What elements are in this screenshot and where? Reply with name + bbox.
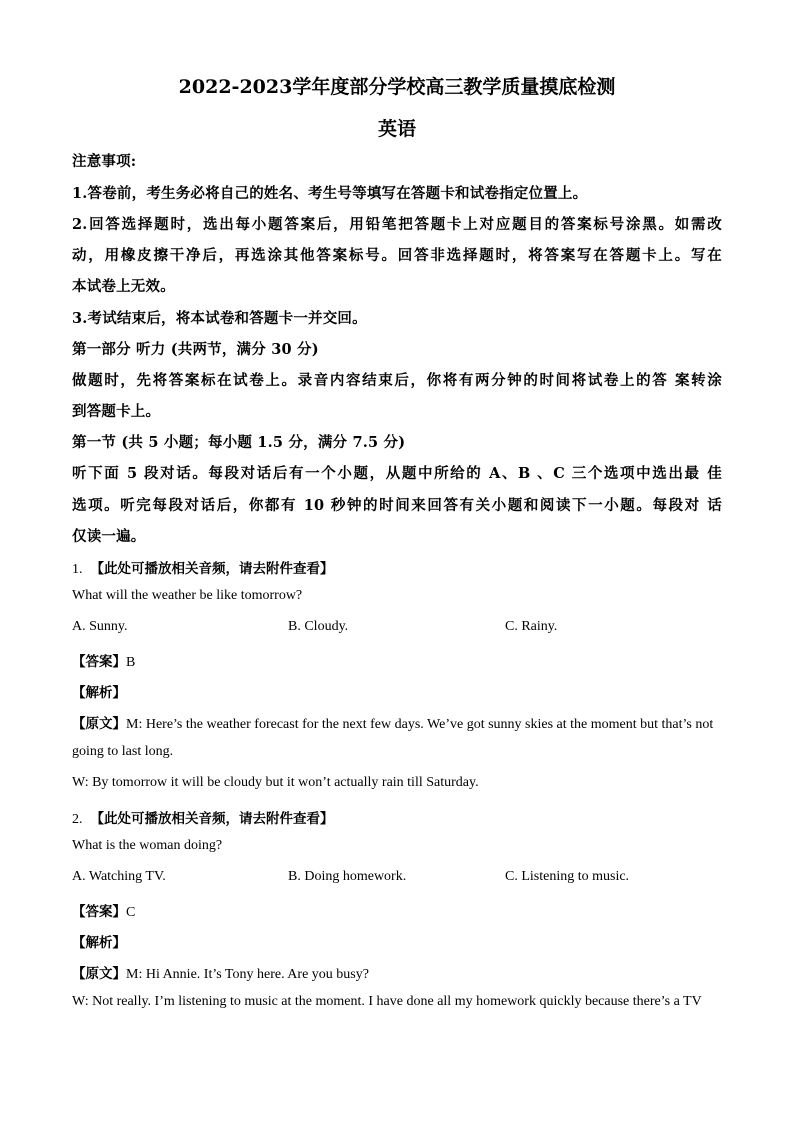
question-1-number: 1. (72, 562, 83, 577)
question-2-transcript-line-2: W: Not really. I’m listening to music at the moment. I have done all my homework quickly because there’s a TV (72, 994, 702, 1009)
section1-instruction-line-2: 选项。听完每段对话后，你都有 10 秒钟的时间来回答有关小题和阅读下一小题。每段对 话 (72, 497, 722, 514)
question-2-option-c: C. Listening to music. (505, 869, 630, 884)
question-1-answer-tag: 【答案】 (72, 654, 126, 670)
note-item-2-line-2: 动，用橡皮擦干净后，再选涂其他答案标号。回答非选择题时，将答案写在答题卡上。写在 (72, 247, 722, 264)
question-1-option-c: C. Rainy. (505, 619, 558, 634)
section1-instruction-line-3: 仅读一遍。 (72, 528, 146, 545)
question-1-transcript-line-1 (72, 712, 713, 733)
question-2-transcript-text-1: M: Hi Annie. It’s Tony here. Are you busy? (126, 967, 369, 982)
question-1-audio-line (72, 557, 334, 578)
note-item-3: 3.考试结束后，将本试卷和答题卡一并交回。 (72, 310, 367, 327)
question-2-answer-tag: 【答案】 (72, 904, 126, 920)
question-2-option-a: A. Watching TV. (72, 869, 166, 884)
question-2-answer-line (72, 900, 135, 921)
question-1-option-a: A. Sunny. (72, 619, 128, 634)
section1-heading: 第一节 (共 5 小题；每小题 1.5 分，满分 7.5 分) (72, 434, 406, 451)
question-2-audio-line (72, 807, 334, 828)
question-1-transcript-line-2: going to last long. (72, 744, 174, 759)
notes-heading: 注意事项: (72, 153, 137, 170)
question-2-analysis-tag: 【解析】 (72, 935, 126, 951)
question-2-number: 2. (72, 812, 83, 827)
question-1-transcript-line-3: W: By tomorrow it will be cloudy but it won’t actually rain till Saturday. (72, 775, 479, 790)
question-2-transcript-tag: 【原文】 (72, 966, 126, 982)
note-item-2-line-3: 本试卷上无效。 (72, 278, 175, 295)
question-1-text: What will the weather be like tomorrow? (72, 588, 303, 603)
exam-subject: 英语 (377, 118, 416, 140)
question-2-transcript-line-1 (72, 962, 369, 983)
question-1-answer: B (126, 655, 136, 670)
exam-title: 2022-2023学年度部分学校高三教学质量摸底检测 (178, 76, 616, 98)
question-2-answer: C (126, 905, 136, 920)
note-item-2-line-1: 2.回答选择题时，选出每小题答案后，用铅笔把答题卡上对应题目的答案标号涂黑。如需改 (72, 216, 722, 233)
question-2-text: What is the woman doing? (72, 838, 223, 853)
question-1-option-b: B. Cloudy. (288, 619, 349, 634)
question-1-answer-line (72, 650, 135, 671)
note-item-1: 1.答卷前，考生务必将自己的姓名、考生号等填写在答题卡和试卷指定位置上。 (72, 185, 588, 202)
part1-heading: 第一部分 听力 (共两节，满分 30 分) (72, 341, 319, 358)
section1-instruction-line-1: 听下面 5 段对话。每段对话后有一个小题，从题中所给的 A、B 、C 三个选项中选出最 佳 (72, 465, 722, 482)
question-1-audio-link[interactable]: 【此处可播放相关音频，请去附件查看】 (90, 561, 334, 577)
question-2-audio-link[interactable]: 【此处可播放相关音频，请去附件查看】 (90, 811, 334, 827)
question-1-transcript-text-1: M: Here’s the weather forecast for the next few days. We’ve got sunny skies at the moment but that’s not (126, 717, 714, 732)
part1-instruction-line-2: 到答题卡上。 (72, 403, 161, 420)
question-2-option-b: B. Doing homework. (288, 869, 407, 884)
question-1-analysis-tag: 【解析】 (72, 685, 126, 701)
question-1-transcript-tag: 【原文】 (72, 716, 126, 732)
part1-instruction-line-1: 做题时，先将答案标在试卷上。录音内容结束后，你将有两分钟的时间将试卷上的答 案转涂 (72, 372, 722, 389)
